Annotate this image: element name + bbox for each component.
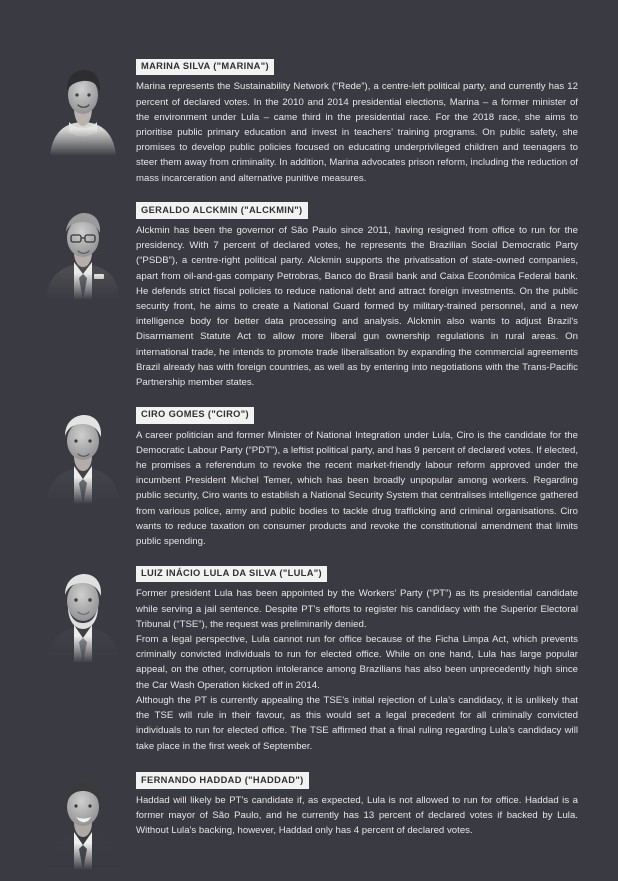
portrait-container xyxy=(38,56,128,156)
candidate-paragraph: A career politician and former Minister of National Integration under Lula, Ciro is the candidate for the Democratic Labour Party (“PDT”), a leftist political party, and has 9 percent of declared votes. If elected, he promises a referendum to revoke the recent market-friendly labour reform approved under the incumbent President Michel Temer, which has been broadly unpopular among workers. Regarding public security, Ciro wants to establish a National Security System that centralises intelligence gathered from various police, army and public bodies to tackle drug trafficking and criminal organisations. Ciro wants to reduce taxation on consumer products and revoke the constitutional amendment that limits public spending. xyxy=(136,429,578,547)
candidate-profile xyxy=(0,200,618,391)
portrait-container xyxy=(38,770,128,870)
candidate-name-badge: FERNANDO HADDAD ("HADDAD") xyxy=(136,772,309,789)
candidate-paragraph: Marina represents the Sustainability Network (“Rede”), a centre-left political party, and currently has 12 percent of declared votes. In the 2010 and 2014 presidential elections, Marina – a former minister of the environment under Lula – came third in the presidential race. For the 2018 race, she aims to prioritise public primary education and invest in teachers’ training programs. On public safety, she promises to develop public policies focused on educating underprivileged children and teenagers to steer them away from criminality. In addition, Marina advocates prison reform, including the reduction of mass incarceration and alternative punitive measures. xyxy=(136,81,578,184)
portrait-container xyxy=(38,563,128,663)
candidate-text-block xyxy=(128,200,578,391)
candidate-text-block xyxy=(128,563,578,754)
portrait-container xyxy=(38,200,128,300)
candidate-paragraph: Alckmin has been the governor of São Paulo since 2011, having resigned from office to run for the presidency. With 7 percent of declared votes, he represents the Brazilian Social Democratic Party (“PSDB”), a centre-right political party. Alckmin supports the privatisation of state-owned companies, apart from oil-and-gas company Petrobras, Banco do Brasil bank and Caixa Econômica Federal bank. He defends strict fiscal policies to reduce national debt and attract foreign investments. On the public security front, he aims to create a National Guard formed by military-trained personnel, and a new intelligence body for better data processing and analysis. Alckmin also wants to adjust Brazil's Disarmament Statute Act to allow more liberal gun ownership regulations in rural areas. On international trade, he intends to promote trade liberalisation by expanding the commercial agreements Brazil already has with foreign countries, as well as by entering into negotiations with the Trans-Pacific Partnership member states. xyxy=(136,225,578,389)
candidate-text-block xyxy=(128,56,578,186)
candidate-name-badge: GERALDO ALCKMIN ("ALCKMIN") xyxy=(136,202,308,219)
candidate-text-block xyxy=(128,404,578,549)
luiz-inacio-lula-da-silva-portrait-image xyxy=(38,567,128,663)
ciro-gomes-portrait-image xyxy=(38,408,128,504)
candidate-name-badge: CIRO GOMES ("CIRO") xyxy=(136,407,254,424)
marina-silva-portrait-image xyxy=(38,60,128,156)
candidate-name-badge: MARINA SILVA ("MARINA") xyxy=(136,59,274,76)
candidate-text-block xyxy=(128,770,578,839)
fernando-haddad-portrait-image xyxy=(38,774,128,870)
candidate-paragraph: Although the PT is currently appealing the TSE’s initial rejection of Lula’s candidacy, it is unlikely that the TSE will rule in their favour, as this would set a legal precedent for all criminally convicted individuals to run for elected office. The TSE affirmed that a final ruling regarding Lula’s candidacy will take place in the first week of September. xyxy=(136,694,578,752)
candidate-paragraph: From a legal perspective, Lula cannot run for office because of the Ficha Limpa Act, which prevents criminally convicted individuals to run for elected office. While on one hand, Lula has large popular appeal, on the other, corruption intolerance among Brazilians has also been unprecedently high since the Car Wash Operation kicked off in 2014. xyxy=(136,634,578,691)
candidate-paragraph: Haddad will likely be PT's candidate if, as expected, Lula is not allowed to run for office. Haddad is a former mayor of São Paulo, and he currently has 13 percent of declared votes if backed by Lula. Without Lula's backing, however, Haddad only has 4 percent of declared votes. xyxy=(136,795,578,837)
candidate-profile xyxy=(0,404,618,549)
portrait-container xyxy=(38,404,128,504)
geraldo-alckmin-portrait-image xyxy=(38,204,128,300)
candidate-profile xyxy=(0,770,618,870)
candidate-profile xyxy=(0,56,618,186)
candidate-name-badge: LUIZ INÁCIO LULA DA SILVA ("LULA") xyxy=(136,566,327,583)
candidate-profile xyxy=(0,563,618,754)
candidate-paragraph: Former president Lula has been appointed by the Workers’ Party (“PT”) as its presidential candidate while serving a jail sentence. Despite PT's efforts to register his candidacy with the Superior Electoral Tribunal (“TSE”), the request was preliminarily denied. xyxy=(136,588,578,630)
candidate-profile-list xyxy=(0,56,618,870)
